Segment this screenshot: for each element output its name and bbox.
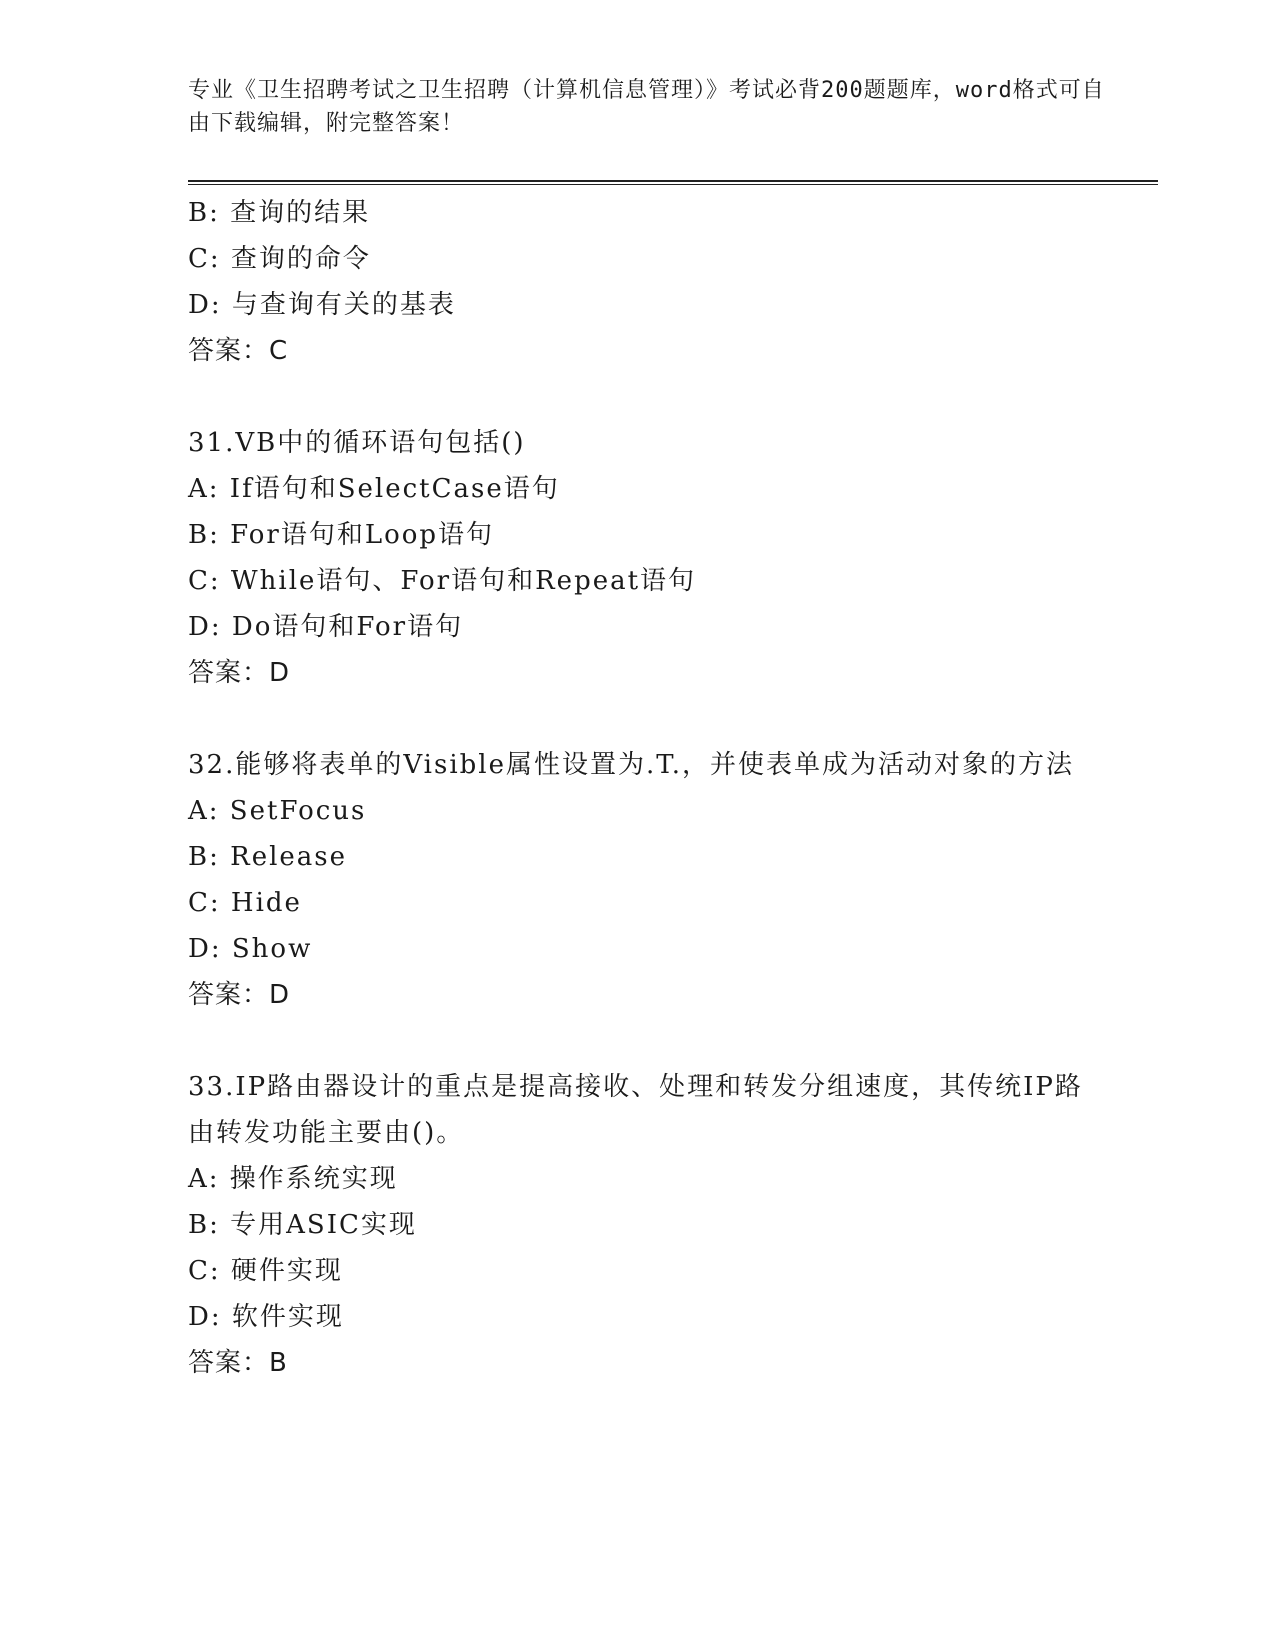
option-d: D: Show xyxy=(188,934,313,964)
option-d: D: Do语句和For语句 xyxy=(188,612,464,642)
option-c: C: 硬件实现 xyxy=(188,1256,343,1286)
answer-line: 答案：D xyxy=(188,658,291,688)
option-b: B: Release xyxy=(188,842,348,872)
option-d: D: 软件实现 xyxy=(188,1302,344,1332)
question-stem: 33.IP路由器设计的重点是提高接收、处理和转发分组速度，其传统IP路由转发功能主要由()。 xyxy=(188,1072,1083,1148)
option-b: B: 查询的结果 xyxy=(188,198,371,228)
answer-line: 答案：B xyxy=(188,1348,288,1378)
question-stem: 31.VB中的循环语句包括() xyxy=(188,428,526,458)
question-stem: 32.能够将表单的Visible属性设置为.T.，并使表单成为活动对象的方法 xyxy=(188,750,1075,780)
option-a: A: 操作系统实现 xyxy=(188,1164,398,1194)
option-b: B: 专用ASIC实现 xyxy=(188,1210,417,1240)
answer-line: 答案：D xyxy=(188,980,291,1010)
header-divider-thin xyxy=(188,184,1158,185)
option-b: B: For语句和Loop语句 xyxy=(188,520,495,550)
option-a: A: If语句和SelectCase语句 xyxy=(188,474,560,504)
option-a: A: SetFocus xyxy=(188,796,367,826)
previous-question-continuation xyxy=(188,190,1088,374)
document-header: 专业《卫生招聘考试之卫生招聘（计算机信息管理）》考试必背200题题库，word格式可自由下载编辑，附完整答案！ xyxy=(188,78,1105,136)
option-d: D: 与查询有关的基表 xyxy=(188,290,456,320)
header-divider-thick xyxy=(188,180,1158,182)
answer-line: 答案：C xyxy=(188,336,289,366)
question-list xyxy=(188,190,1088,1386)
option-c: C: 查询的命令 xyxy=(188,244,371,274)
option-c: C: Hide xyxy=(188,888,302,918)
question-33 xyxy=(188,1064,1088,1386)
question-31 xyxy=(188,420,1088,696)
question-32 xyxy=(188,742,1088,1018)
option-c: C: While语句、For语句和Repeat语句 xyxy=(188,566,697,596)
